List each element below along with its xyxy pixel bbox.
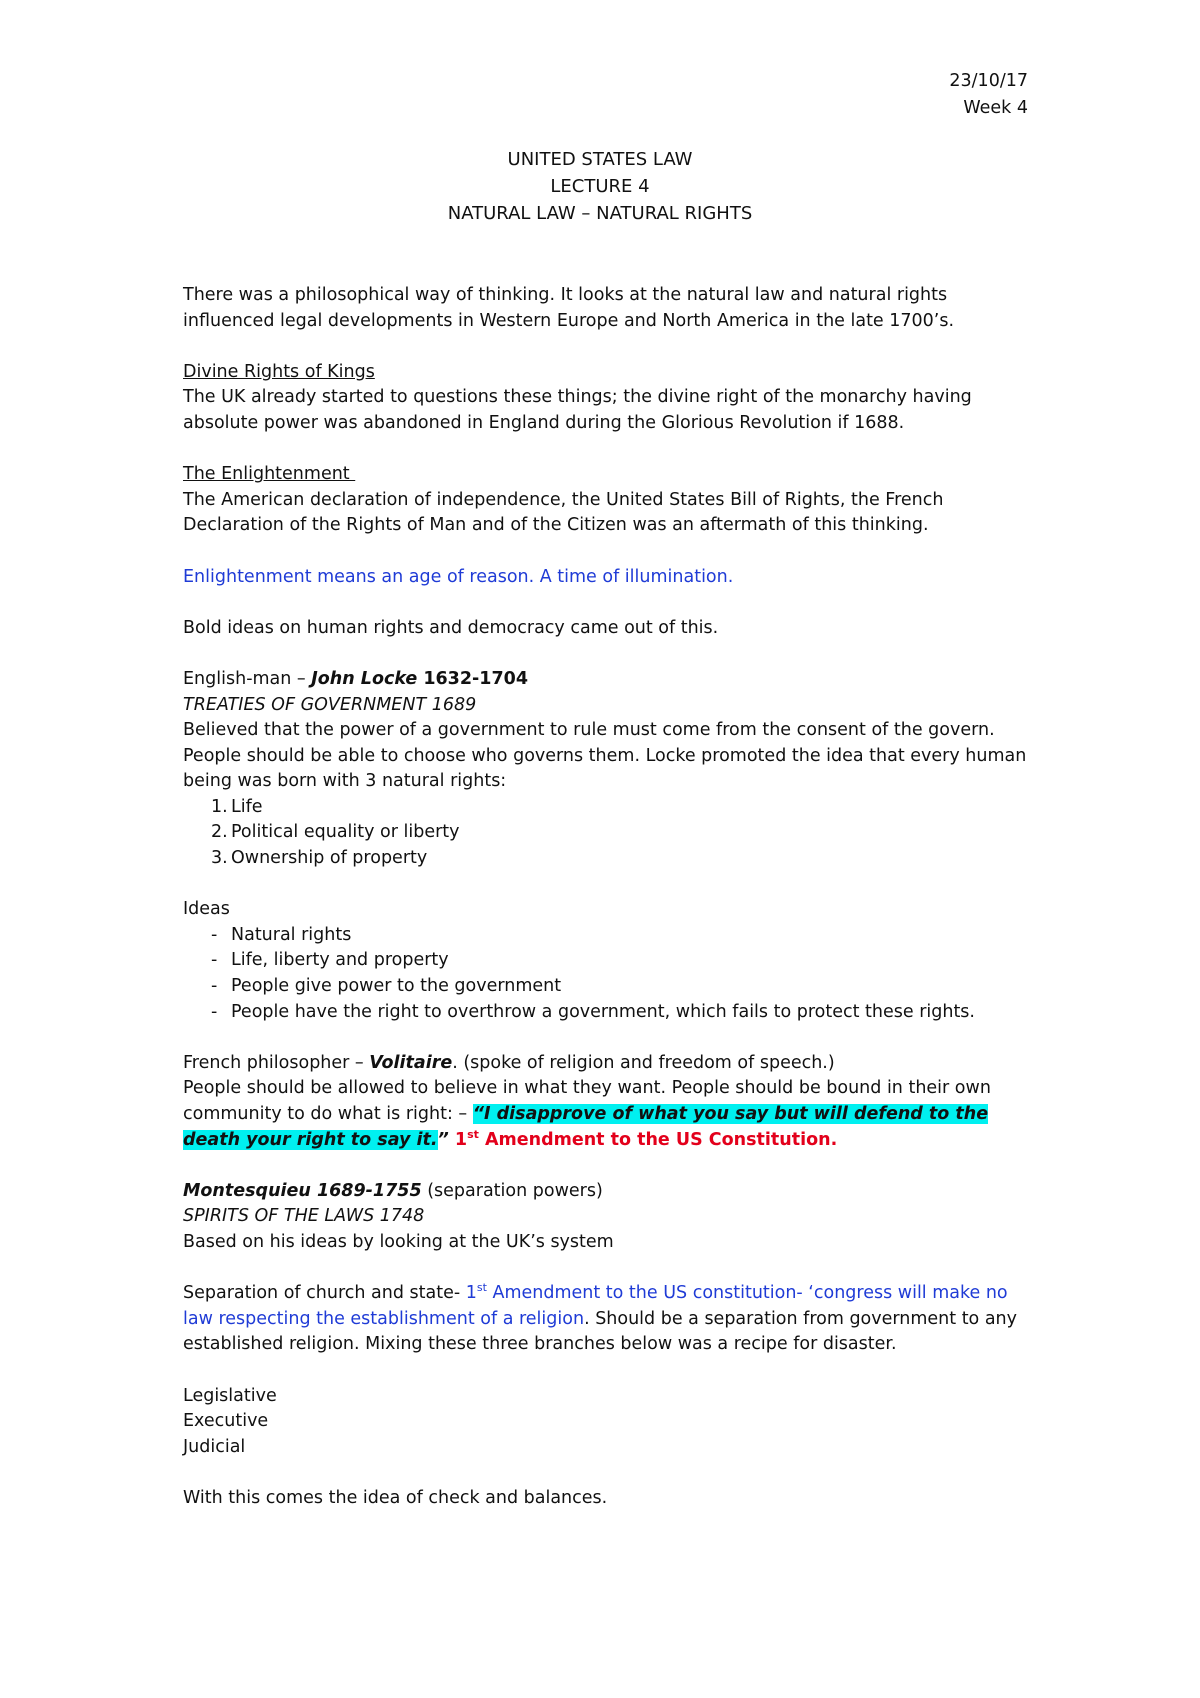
closing-paragraph: With this comes the idea of check and balances.: [183, 1487, 608, 1508]
enlightenment-paragraph: The American declaration of independence, the United States Bill of Rights, the French Declaration of the Rights of Man and of the Citizen was an aftermath of this thinking.: [183, 489, 944, 536]
amendment-suffix: st: [467, 1127, 479, 1141]
voltaire-prefix: French philosopher –: [183, 1052, 370, 1073]
voltaire-heading: [183, 1051, 1033, 1077]
voltaire-quote-close: ”: [437, 1129, 449, 1150]
list-item: 1. Life: [211, 796, 263, 817]
ideas-list: [183, 923, 1033, 1025]
separation-amend-suffix: st: [476, 1281, 487, 1295]
locke-prefix: English-man –: [183, 668, 312, 689]
list-item: - Life, liberty and property: [211, 950, 449, 971]
branch-legislative: Legislative: [183, 1385, 277, 1406]
montesquieu-paragraph: Based on his ideas by looking at the UK’s system: [183, 1231, 614, 1252]
amendment-text: Amendment to the US Constitution.: [478, 1129, 838, 1150]
document-title: [0, 146, 1200, 227]
list-item: - People give power to the government: [211, 976, 562, 997]
divine-paragraph: The UK already started to questions these things; the divine right of the monarchy having absolute power was abandoned in England during the Glorious Revolution if 1688.: [183, 387, 972, 433]
divine-heading: Divine Rights of Kings: [183, 361, 375, 382]
montesquieu-work: SPIRITS OF THE LAWS 1748: [183, 1206, 425, 1227]
title-line-2: LECTURE 4: [550, 176, 650, 197]
bold-ideas-paragraph: Bold ideas on human rights and democracy came out of this.: [183, 617, 719, 638]
separation-amend-quote: Amendment to the US constitution- ‘congress will make no law respecting the establishment of a religion: [183, 1283, 1008, 1329]
list-item: 3. Ownership of property: [211, 848, 428, 869]
voltaire-name: Volitaire: [369, 1052, 453, 1073]
document-body: [183, 283, 1033, 1512]
branch-executive: Executive: [183, 1411, 269, 1432]
intro-paragraph: There was a philosophical way of thinking. It looks at the natural law and natural rights influenced legal developments in Western Europe and North America in the late 1700’s.: [183, 285, 955, 331]
date-text: 23/10/17: [949, 71, 1028, 91]
locke-work: TREATIES OF GOVERNMENT 1689: [183, 694, 477, 715]
list-item: - People have the right to overthrow a government, which fails to protect these rights.: [211, 1001, 975, 1022]
date-header: [949, 68, 1028, 122]
title-line-1: UNITED STATES LAW: [507, 149, 693, 170]
locke-heading: [183, 667, 1033, 693]
locke-years: 1632-1704: [417, 668, 529, 689]
list-item: - Natural rights: [211, 924, 352, 945]
locke-paragraph: Believed that the power of a government to rule must come from the consent of the govern. People should be able to choose who governs them. Locke promoted the idea that every human being was born with 3 natural rights:: [183, 720, 1027, 792]
locke-rights-list: [183, 795, 1033, 872]
voltaire-text: People should be allowed to believe in what they want. People should be bound in their own community to do what is right: –: [183, 1078, 991, 1124]
title-line-3: NATURAL LAW – NATURAL RIGHTS: [447, 203, 753, 224]
amendment-number: 1: [448, 1129, 468, 1150]
locke-name: John Locke: [311, 668, 418, 689]
ideas-heading: Ideas: [183, 899, 230, 920]
week-text: Week 4: [963, 98, 1028, 118]
voltaire-note: . (spoke of religion and freedom of speech.): [452, 1052, 835, 1073]
voltaire-quote-highlight: “I disapprove of what you say but will defend to the death your right to say it.: [183, 1104, 989, 1150]
separation-amend-number: 1: [465, 1283, 477, 1304]
montesquieu-name: Montesquieu 1689-1755: [183, 1180, 422, 1201]
list-item: 2. Political equality or liberty: [211, 822, 460, 843]
enlightenment-definition: Enlightenment means an age of reason. A time of illumination.: [183, 566, 734, 587]
separation-rest: . Should be a separation from government to any established religion. Mixing these three branches below was a recipe for disaster.: [183, 1308, 1017, 1355]
enlightenment-heading: The Enlightenment: [183, 464, 356, 485]
branch-judicial: Judicial: [183, 1436, 246, 1457]
voltaire-paragraph: [183, 1076, 1033, 1153]
separation-paragraph: [183, 1281, 1033, 1358]
montesquieu-note: (separation powers): [421, 1180, 603, 1201]
separation-prefix: Separation of church and state-: [183, 1283, 466, 1304]
montesquieu-heading: [183, 1179, 1033, 1205]
